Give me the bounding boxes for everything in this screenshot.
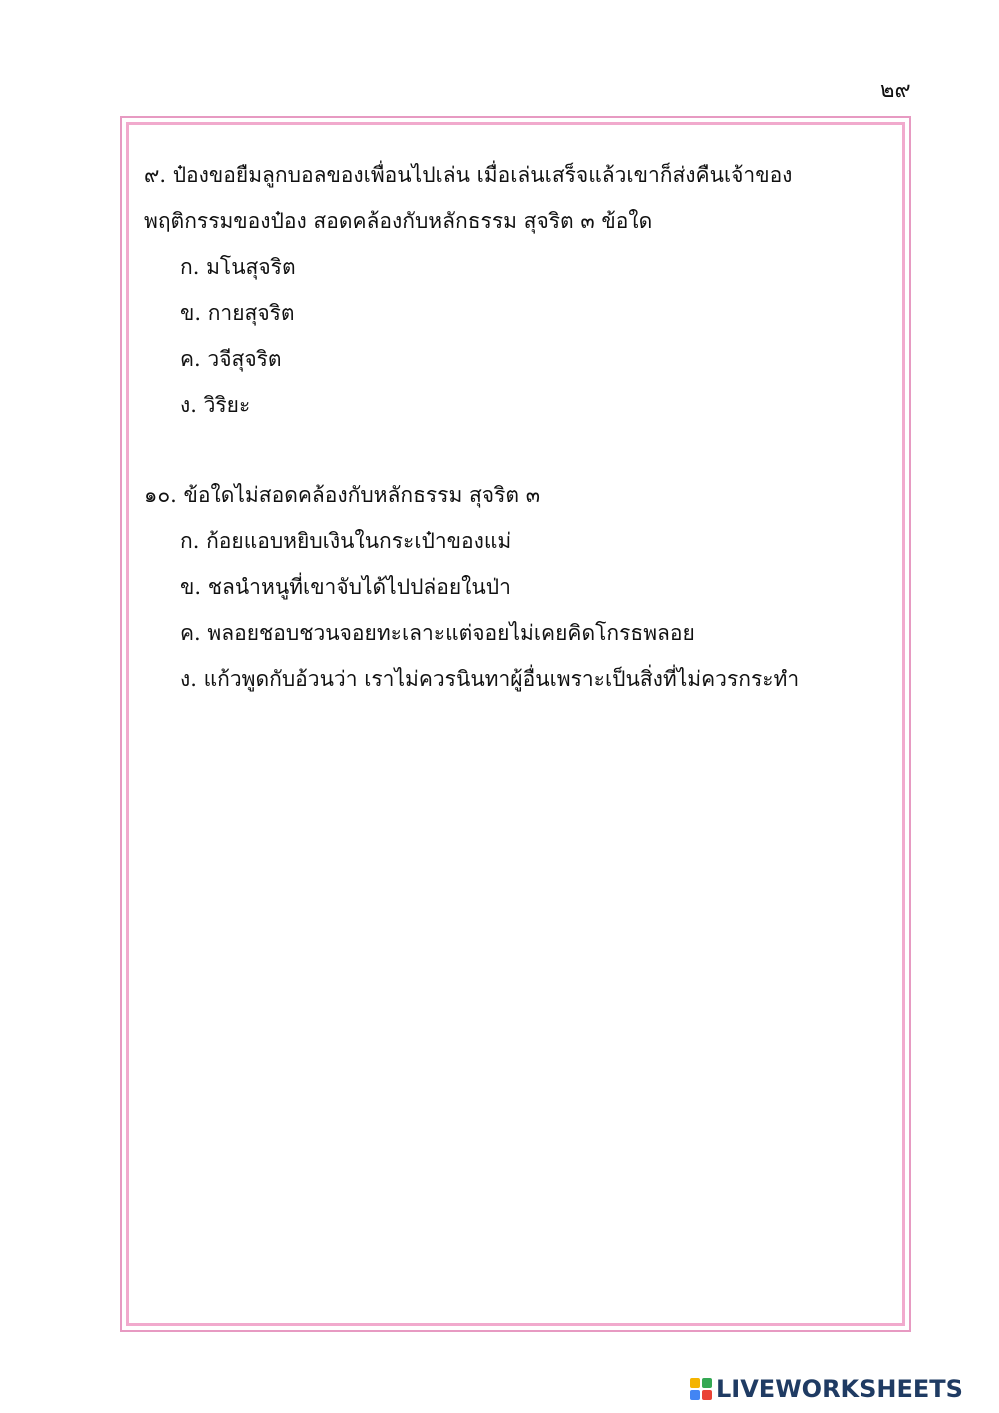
logo-square [702,1378,712,1388]
page-number: ๒๙ [880,78,911,103]
liveworksheets-logo-icon [690,1378,712,1400]
logo-square [702,1390,712,1400]
worksheet-content [144,152,864,702]
choice-option: ง. แก้วพูดกับอ้วนว่า เราไม่ควรนินทาผู้อื่นเพราะเป็นสิ่งที่ไม่ควรกระทำ [180,667,800,691]
choice-option: ก. มโนสุจริต [180,255,296,279]
question-10 [144,472,864,702]
question-text: พฤติกรรมของป๋อง สอดคล้องกับหลักธรรม สุจริต ๓ ข้อใด [144,209,653,233]
brand-text: LIVEWORKSHEETS [716,1375,963,1403]
logo-square [690,1378,700,1388]
choice-option: ก. ก้อยแอบหยิบเงินในกระเป๋าของแม่ [180,529,512,553]
liveworksheets-brand [690,1374,963,1404]
choice-option: ค. วจีสุจริต [180,347,282,371]
choice-option: ค. พลอยชอบชวนจอยทะเลาะแต่จอยไม่เคยคิดโกรธพลอย [180,621,695,645]
question-text: ๑๐. ข้อใดไม่สอดคล้องกับหลักธรรม สุจริต ๓ [144,483,541,507]
choice-option: ข. กายสุจริต [180,301,295,325]
spacer [144,428,864,472]
choice-option: ข. ชลนำหนูที่เขาจับได้ไปปล่อยในป่า [180,575,511,599]
question-9 [144,152,864,428]
question-text: ๙. ป๋องขอยืมลูกบอลของเพื่อนไปเล่น เมื่อเล่นเสร็จแล้วเขาก็ส่งคืนเจ้าของ [144,163,793,187]
choice-option: ง. วิริยะ [180,393,251,417]
logo-square [690,1390,700,1400]
